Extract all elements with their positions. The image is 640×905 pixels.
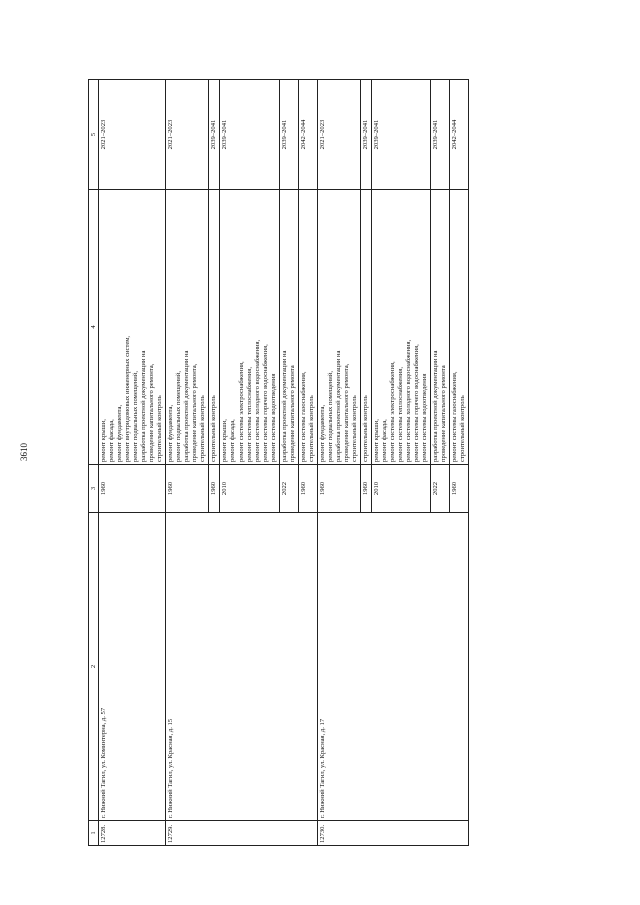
work-item: ремонт фасада, [108,419,116,462]
work-item: ремонт системы водоотведения [269,373,277,462]
year-cell: 1960 [360,465,371,513]
works-cell [450,190,469,465]
table-container [88,80,588,846]
work-item: строительный контроль [156,395,164,462]
work-item: проведение капитального ремонта, [342,363,350,462]
column-header: 2 [89,513,99,821]
period-cell: 2039–2041 [209,80,220,190]
year-cell: 2022 [279,465,298,513]
table-row [317,80,360,846]
work-item: ремонт системы теплоснабжения, [397,367,405,462]
period-cell: 2039–2041 [431,80,450,190]
work-item: разработка проектной документации на [183,350,191,462]
works-cell [298,190,317,465]
work-item: ремонт крыши, [100,419,107,462]
work-item: ремонт системы газоснабжения, [451,371,459,462]
period-cell: 2021–2023 [317,80,360,190]
work-item: ремонт системы горячего водоснабжения, [413,344,421,462]
table-row [99,80,166,846]
work-item: проведение капитального ремонта [288,365,296,462]
address-cell: г. Нижний Тагил, ул. Красная, д. 15 [166,513,318,821]
table-row [166,80,209,846]
work-item: ремонт системы электроснабжения, [237,361,245,462]
work-item: строительный контроль [361,395,369,462]
works-cell [431,190,450,465]
page-number: 3610 [19,443,29,461]
work-item: ремонт подвальных помещений, [132,371,140,462]
work-item: разработка проектной документации на [140,350,148,462]
period-cell: 2039–2041 [360,80,371,190]
work-item: ремонт фундамента, [318,404,326,462]
period-cell: 2021–2023 [99,80,166,190]
period-cell: 2021–2023 [166,80,209,190]
work-item: ремонт системы холодного водоснабжения, [405,339,413,462]
period-cell: 2039–2041 [220,80,279,190]
row-number-cell: 12728. [99,821,166,846]
work-item: ремонт фасада, [229,419,237,462]
column-number-row [89,80,99,846]
work-item: проведение капитального ремонта [440,365,448,462]
work-item: ремонт внутридомовых инженерных систем, [124,335,132,462]
row-number-cell: 12730. [317,821,469,846]
works-cell [360,190,371,465]
work-item: ремонт системы электроснабжения, [389,361,397,462]
work-item: проведение капитального ремонта, [148,363,156,462]
period-cell: 2039–2041 [371,80,430,190]
year-cell: 2010 [220,465,279,513]
work-item: ремонт фундамента, [116,404,124,462]
work-item: ремонт системы холодного водоснабжения, [253,339,261,462]
year-cell: 1960 [209,465,220,513]
year-cell: 1960 [298,465,317,513]
year-cell: 1960 [450,465,469,513]
year-cell: 1960 [166,465,209,513]
year-cell: 2010 [371,465,430,513]
work-item: ремонт фундамента, [167,404,175,462]
column-header: 5 [89,80,99,190]
work-item: ремонт крыши, [372,419,380,462]
work-item: строительный контроль [210,395,218,462]
address-cell: г. Нижний Тагил, ул. Красная, д. 17 [317,513,469,821]
work-item: ремонт подвальных помещений, [326,371,334,462]
work-item: проведение капитального ремонта, [191,363,199,462]
repair-schedule-table [88,79,469,846]
period-cell: 2039–2041 [279,80,298,190]
work-item: ремонт системы водоотведения [421,373,429,462]
work-item: строительный контроль [350,395,358,462]
work-item: строительный контроль [199,395,207,462]
column-header: 1 [89,821,99,846]
year-cell: 1960 [317,465,360,513]
works-cell [317,190,360,465]
works-cell [279,190,298,465]
works-cell [166,190,209,465]
work-item: разработка проектной документации на [334,350,342,462]
year-cell: 2022 [431,465,450,513]
work-item: ремонт системы газоснабжения, [299,371,307,462]
rotated-table-layer [88,80,588,846]
works-cell [99,190,166,465]
work-item: разработка проектной документации на [280,350,288,462]
column-header: 4 [89,190,99,465]
work-item: ремонт фасада, [381,419,388,462]
works-cell [371,190,430,465]
work-item: ремонт системы теплоснабжения, [245,367,253,462]
works-cell [220,190,279,465]
work-item: ремонт системы горячего водоснабжения, [261,344,269,462]
work-item: ремонт подвальных помещений, [175,371,183,462]
address-cell: г. Нижний Тагил, ул. Коминтерна, д. 57 [99,513,166,821]
period-cell: 2042–2044 [298,80,317,190]
work-item: разработка проектной документации на [432,350,440,462]
year-cell: 1960 [99,465,166,513]
works-cell [209,190,220,465]
row-number-cell: 12729. [166,821,318,846]
work-item: ремонт крыши, [221,419,229,462]
period-cell: 2042–2044 [450,80,469,190]
work-item: строительный контроль [459,395,467,462]
work-item: строительный контроль [307,395,315,462]
column-header: 3 [89,465,99,513]
